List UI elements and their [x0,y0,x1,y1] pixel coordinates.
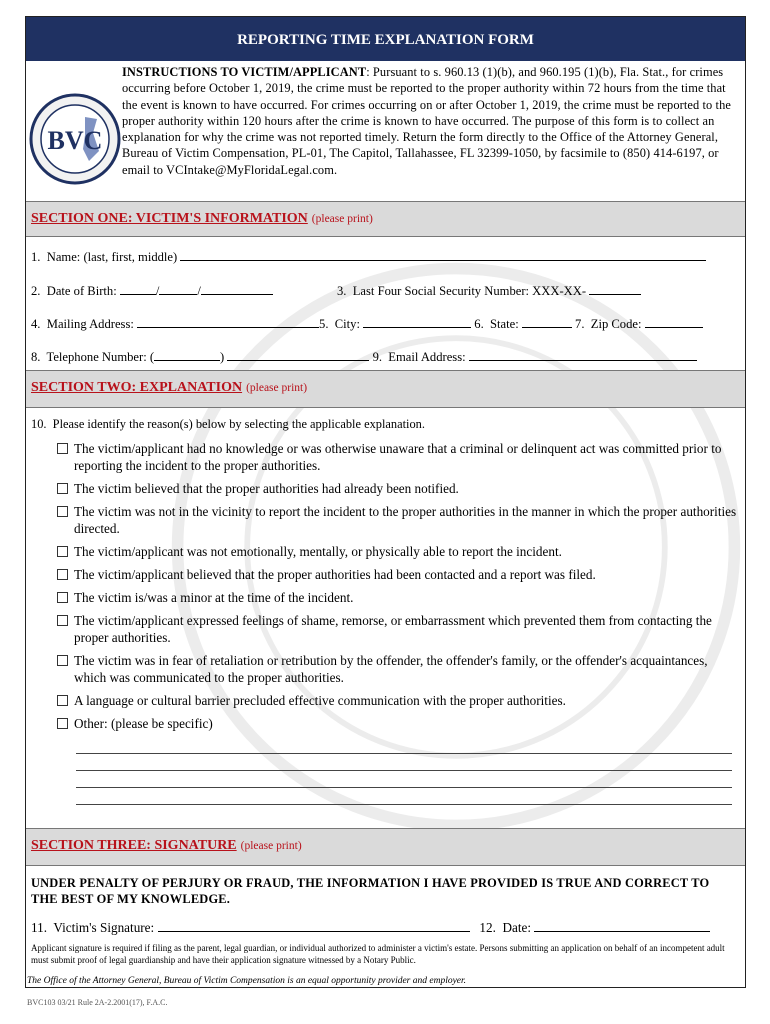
city-field[interactable] [363,315,471,328]
section-one-title: SECTION ONE: VICTIM'S INFORMATION [31,211,308,226]
ssn-label: 3. Last Four Social Security Number: XXX-XX- [337,284,587,298]
dob-day-field[interactable] [159,282,197,295]
option-not-able[interactable]: The victim/applicant was not emotionally, mentally, or physically able to report the incident. [57,543,737,560]
section-two-note: (please print) [246,382,308,394]
area-code-field[interactable] [154,348,220,361]
section-one-header [26,201,745,237]
instructions-label: INSTRUCTIONS TO VICTIM/APPLICANT [122,65,367,79]
signature-label: 11. Victim's Signature: [31,920,155,935]
zip-label: 7. Zip Code: [575,317,642,331]
instructions-body: : Pursuant to s. 960.13 (1)(b), and 960.195 (1)(b), Fla. Stat., for crimes occurring before October 1, 2019, the crime must be reported to the proper authority within 72 hours from the time that the event is known to have occurred. For crimes occurring on or after October 1, 2019, the crime must be reported to the proper authority within 120 hours after the crime is known to have occurred. The purpose of this form is to collect an explanation for why the crime was not reported timely. Return the form directly to the Office of the Attorney General, Bureau of Victim Compensation, PL-01, The Capitol, Tallahassee, FL 32399-1050, by facsimile to (850) 414-6197, or email to VCIntake@MyFloridaLegal.com. [122,65,731,177]
email-label: 9. Email Address: [372,350,466,364]
checkbox[interactable] [57,569,68,580]
dob-year-field[interactable] [201,282,273,295]
dob-month-field[interactable] [120,282,156,295]
state-field[interactable] [522,315,572,328]
date-field[interactable] [534,919,710,932]
ssn-row [337,282,641,299]
city-label: 5. City: [319,317,360,331]
other-explanation-line[interactable] [76,752,732,754]
section-two-title: SECTION TWO: EXPLANATION [31,380,243,395]
mailing-address-field[interactable] [137,315,319,328]
section-one-note: (please print) [311,213,373,225]
checkbox[interactable] [57,546,68,557]
signature-fine-print: Applicant signature is required if filing as the parent, legal guardian, or individual authorized to administer a victim's estate. Persons submitting an application on behalf of an incompetent adult must submit proof of legal guardianship and have their application signature witnessed by a Notary Public. [31,943,725,965]
name-field[interactable] [180,248,706,261]
phone-paren: ) [220,350,225,364]
option-language-barrier[interactable]: A language or cultural barrier precluded effective communication with the proper authorities. [57,692,737,709]
email-field[interactable] [469,348,697,361]
svg-text:BVC: BVC [47,126,103,155]
checkbox[interactable] [57,615,68,626]
dob-separator: / [197,284,201,298]
form-page [25,16,746,988]
section-two-header [26,370,745,408]
signature-row [31,919,710,936]
explanation-options [57,440,737,738]
other-explanation-line[interactable] [76,769,732,771]
other-explanation-line[interactable] [76,786,732,788]
address-label: 4. Mailing Address: [31,317,134,331]
date-label: 12. Date: [479,920,532,935]
section-three-header [26,828,745,866]
section-three-note: (please print) [240,840,302,852]
form-code: BVC103 03/21 Rule 2A-2.2001(17), F.A.C. [27,998,168,1007]
checkbox[interactable] [57,483,68,494]
dob-label: 2. Date of Birth: [31,284,117,298]
form-title: REPORTING TIME EXPLANATION FORM [26,17,745,61]
dob-separator: / [155,284,160,298]
state-label: 6. State: [474,317,519,331]
phone-label: 8. Telephone Number: ( [31,350,155,364]
telephone-field[interactable] [227,348,369,361]
bvc-seal-logo [27,61,123,215]
ssn-field[interactable] [589,282,641,295]
option-believed-notified[interactable]: The victim believed that the proper authorities had already been notified. [57,480,737,497]
checkbox[interactable] [57,718,68,729]
address-row [31,315,703,332]
name-row [31,248,706,265]
checkbox[interactable] [57,592,68,603]
option-not-in-vicinity[interactable]: The victim was not in the vicinity to report the incident to the proper authorities in the manner in which the proper authorities directed. [57,503,737,537]
option-shame[interactable]: The victim/applicant expressed feelings of shame, remorse, or embarrassment which prevented them from contacting the proper authorities. [57,612,737,646]
phone-email-row [31,348,697,365]
checkbox[interactable] [57,695,68,706]
instructions-paragraph [122,64,734,178]
section-three-title: SECTION THREE: SIGNATURE [31,838,237,853]
option-no-knowledge[interactable]: The victim/applicant had no knowledge or was otherwise unaware that a criminal or delinquent act was committed prior to reporting the incident to the proper authorities. [57,440,737,474]
option-minor[interactable]: The victim is/was a minor at the time of the incident. [57,589,737,606]
other-explanation-line[interactable] [76,803,732,805]
name-label: 1. Name: (last, first, middle) [31,250,178,264]
explanation-prompt: 10. Please identify the reason(s) below by selecting the applicable explanation. [31,417,425,431]
option-fear-retaliation[interactable]: The victim was in fear of retaliation or retribution by the offender, the offender's family, or the offender's acquaintances, which was communicated to the proper authorities. [57,652,737,686]
zip-field[interactable] [645,315,703,328]
option-other[interactable]: Other: (please be specific) [57,715,737,732]
dob-row [31,282,273,299]
perjury-statement: UNDER PENALTY OF PERJURY OR FRAUD, THE INFORMATION I HAVE PROVIDED IS TRUE AND CORRECT TO THE BEST OF MY KNOWLEDGE. [31,876,710,906]
option-report-filed[interactable]: The victim/applicant believed that the proper authorities had been contacted and a report was filed. [57,566,737,583]
signature-field[interactable] [158,919,470,932]
equal-opportunity-statement: The Office of the Attorney General, Bureau of Victim Compensation is an equal opportunity provider and employer. [27,976,467,986]
checkbox[interactable] [57,443,68,454]
checkbox[interactable] [57,655,68,666]
checkbox[interactable] [57,506,68,517]
